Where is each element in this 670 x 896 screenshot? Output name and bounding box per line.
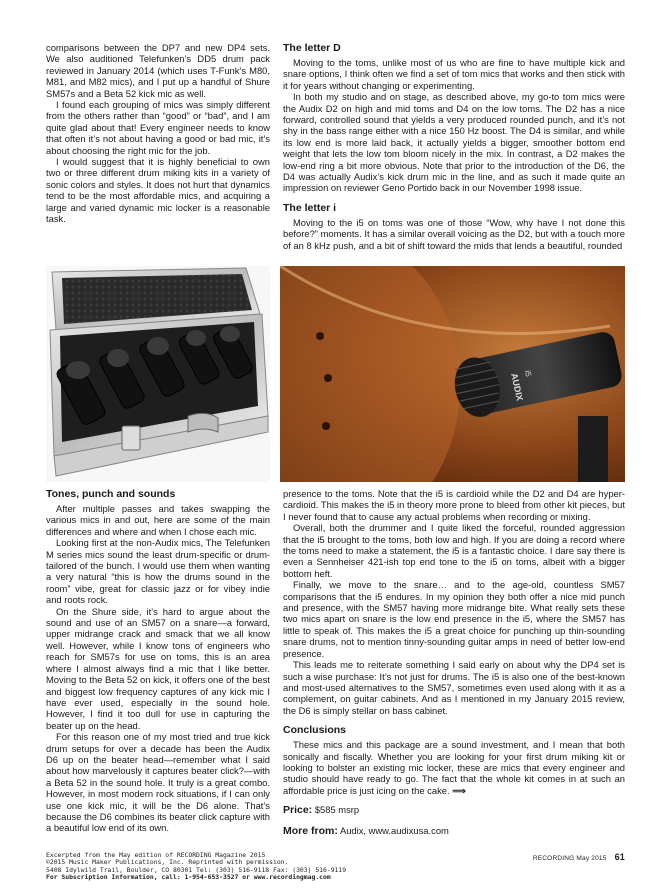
more-from-line [283,825,625,837]
footer-line: Excerpted from the May edition of RECORDING Magazine 2015 [46,851,266,859]
price-line [283,804,625,816]
page-folio [533,852,625,862]
paragraph: On the Shure side, it’s hard to argue about the sound and use of an SM57 on a snare—a forward, upper midrange crack and smack that we all know well. However, while I know tons of engineers who reach for SM57s for use on toms, this is an area where I almost always find a mic that I like better. Moving to the Beta 52 on kick, it offers one of the best and biggest low frequency captures of any kick mic I have ever used, especially in the sound hole. However, I find it too dull for use in capturing the beater up on the head. [46,605,270,731]
paragraph: For this reason one of my most tried and true kick drum setups for over a decade has been the Audix D6 up on the beater head—remember what I said about how marvelously it captures beater click?—with a Beta 52 in the sound hole. It truly is a great combo. However, in most modern rock situations, if I can only use one kick mic, it will be the D6 alone. That’s because the D6 combines its beater click capture with a beautiful low end of its own. [46,731,270,834]
column-bottom-left [46,488,270,834]
column-bottom-right [283,488,625,837]
footer-subscription: For Subscription Information, call: 1-954-653-3527 or www.recordingmag.com [46,873,331,882]
section-heading-letter-i: The letter i [283,201,337,214]
paragraph: I would suggest that it is highly beneficial to own two or three different drum miking kits in a variety of sonic colors and styles. It does not hurt that dynamics tend to be the most affordable mics, and acquiring a large and varied dynamic mic locker is a reasonable task. [46,156,270,225]
mic-model-label: i5 [522,369,533,378]
photo-mic-case [46,266,270,482]
i5-tom-illustration [280,266,625,482]
page-number: 61 [614,852,625,862]
paragraph: I found each grouping of mics was simply different from the others rather than “good” or “bad”, and I am quite glad about that! Every engineer needs to know that often it’s not about having a good or bad mic, it’s about choosing the right mic for the job. [46,99,270,156]
more-from-label: More from: [283,824,338,837]
footer-line: ©2015 Music Maker Publications, Inc. Reprinted with permission. [46,858,289,867]
section-heading-letter-d: The letter D [283,42,341,54]
paragraph: Moving to the i5 on toms was one of those “Wow, why have I not done this before?” moments. It has a similar overall voicing as the D2, but with a touch more of an 8 kHz push, and a bit of shift toward the mids that lends a beautiful, rounded [283,216,625,251]
paragraph: These mics and this package are a sound investment, and I mean that both sonically and fiscally. Whether you are looking for your first drum miking kit or looking to bolster an existing mic locker, these are mics that every engineer and studio should have ready to go. The fact that the whole kit comes in at such an affordable price is just icing on the cake. [283,739,625,796]
paragraph: Overall, both the drummer and I quite liked the forceful, rounded aggression that the i5 brought to the toms, both low and high. If you are doing a record where the toms need to make a statement, the i5 is a fantastic choice. I dare say there is even a Sennheiser 421-ish top end tone to the i5 on toms, albeit with a bigger bottom heft. [283,522,625,579]
folio-issue: May 2015 [576,855,607,862]
folio-magazine: RECORDING [532,855,575,862]
paragraph: Looking first at the non-Audix mics, The Telefunken M series mics sound the least drum-specific or drum-tailored of the bunch. I would use them when wanting a very natural “this is how the drums sound in the room” vibe, great for classic jazz or for vibey indie and roots rock. [46,537,270,606]
mic-case-illustration [46,266,270,482]
section-heading-conclusions: Conclusions [283,724,347,737]
paragraph: presence to the toms. Note that the i5 is cardioid while the D2 and D4 are hyper-cardioid. This makes the i5 in theory more prone to bleed from other kit pieces, but I never found that to cause any actual problems when recording or mixing. [283,488,625,522]
footer-line: 5408 Idylwild Trail, Boulder, CO 80301 Tel: (303) 516-9118 Fax: (303) 516-9119 [46,865,347,874]
paragraph: Finally, we move to the snare… and to the age-old, countless SM57 comparisons that the i5 endures. In my opinion they both offer a nice mid punch and presence, with the SM57 having more midrange bite. What really sets these two mics apart on snare is the low end presence in the i5, where the SM57 has little to speak of. This makes the i5 a great choice for punching up thin-sounding snare drums, not to mention tinny-sounding guitar amps in need of better low-end presence. [283,579,625,659]
paragraph: This leads me to reiterate something I said early on about why the DP4 set is such a wise purchase: It’s not just for drums. The i5 is also one of the best-known and most-used alternatives to the SM57, sometimes even used along with it as a complement, on guitar cabinets. And as I mentioned in my January 2015 review, the D6 is simply stellar on bass cabinet. [283,659,625,716]
reprint-footer [46,852,426,882]
photo-i5-on-tom [280,266,625,482]
column-top-left [46,42,270,225]
paragraph: comparisons between the DP7 and new DP4 sets. We also auditioned Telefunken’s DD5 drum pack reviewed in January 2014 (which uses T-Funk’s M80, M81, and M82 mics), and I put up a handful of Shure SM57s and a Beta 52 kick mic as well. [46,42,270,99]
end-mark-icon: ⟹ [452,784,466,796]
paragraph: After multiple passes and takes swapping the various mics in and out, here are some of the main differences and where and when I chose each mic. [46,503,270,537]
price-value: $585 msrp [314,804,360,816]
column-top-right [283,42,625,251]
price-label: Price: [283,804,313,817]
paragraph: In both my studio and on stage, as described above, my go-to tom mics were the Audix D2 on high and mid toms and D4 on the low toms. The D2 has a nice forward, controlled sound that yields a very produced rounded punch, and it’s not shy in the bass range either with a nice 150 Hz boost. The D4 is similar, and while its low end is more laid back, it actually yields a bigger, smoother bottom end weight that lets the low tom bloom nicely in the mix. In contrast, a D2 makes the low-end ring a bit more obvious. Note that prior to the introduction of the D6, the D4 was actually Audix’s kick drum mic in the line, and as such it made quite an impression on reviewer Geno Portido back in our November 1998 issue. [283,91,625,194]
paragraph: Moving to the toms, unlike most of us who are fine to have multiple kick and snare options, I think often we find a set of tom mics that works and then stick with it for years without changing or experimenting. [283,57,625,91]
section-heading-tones: Tones, punch and sounds [46,488,176,500]
mic-brand-label: AUDIX [509,372,525,402]
more-from-value: Audix, www.audixusa.com [339,824,449,836]
